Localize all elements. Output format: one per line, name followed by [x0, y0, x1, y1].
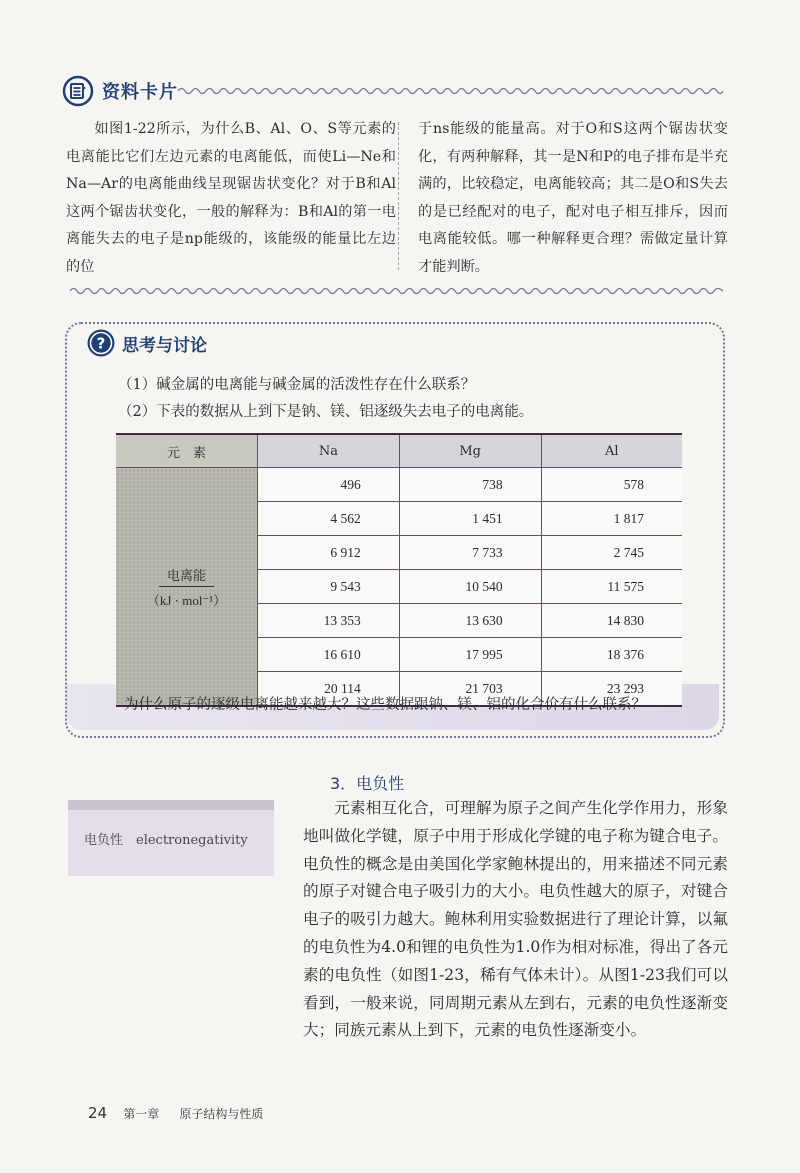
info-card-right-column [418, 116, 728, 282]
info-card-left-column [66, 116, 396, 282]
table-cell: 578 [541, 468, 682, 502]
discussion-footer-question: 为什么原子的逐级电离能越来越大？这些数据跟钠、镁、铝的化合价有什么联系？ [124, 697, 646, 713]
table-cell: 10 540 [399, 570, 541, 604]
info-card-title: 资料卡片 [102, 82, 178, 103]
info-card-right-text: 于ns能级的能量高。对于O和S这两个锯齿状变化，有两种解释，其一是N和P的电子排布是半充满的，比较稳定，电离能较高；其二是O和S失去的是已经配对的电子，配对电子相互排斥，因而电离能较低。哪一种解释更合理？需做定量计算才能判断。 [418, 121, 728, 275]
table-cell: 13 630 [399, 604, 541, 638]
wavy-divider-bottom [70, 286, 723, 296]
table-cell: 1 817 [541, 502, 682, 536]
info-card-header [62, 74, 178, 108]
column-divider [398, 122, 399, 270]
discussion-title: 思考与讨论 [122, 335, 207, 356]
table-cell: 23 293 [541, 672, 682, 707]
table-cell: 17 995 [399, 638, 541, 672]
chapter-title: 原子结构与性质 [179, 1107, 264, 1121]
question-1: （1）碱金属的电离能与碱金属的活泼性存在什么联系？ [118, 377, 476, 393]
question-bubble-icon [86, 328, 116, 358]
ionization-energy-table [116, 433, 682, 707]
label-unit: （kJ · mol⁻¹） [146, 592, 227, 608]
table-cell: 18 376 [541, 638, 682, 672]
table-cell: 1 451 [399, 502, 541, 536]
glossary-term: 电负性 electronegativity [84, 833, 248, 848]
table-cell: 4 562 [258, 502, 400, 536]
table-header-element: 元 素 [116, 434, 258, 468]
notes-icon [62, 75, 94, 107]
table-cell: 9 543 [258, 570, 400, 604]
table-cell: 6 912 [258, 536, 400, 570]
info-card-left-text: 如图1-22所示，为什么B、Al、O、S等元素的电离能比它们左边元素的电离能低，而使Li—Ne和Na—Ar的电离能曲线呈现锯齿状变化？对于B和Al这两个锯齿状变化，一般的解释为：B和Al的第一电离能失去的电子是np能级的，该能级的能量比左边的位 [66, 121, 396, 275]
section-body [303, 795, 728, 1045]
table-header-al: Al [541, 434, 682, 468]
table-cell: 496 [258, 468, 400, 502]
table-cell: 7 733 [399, 536, 541, 570]
section-paragraph: 元素相互化合，可理解为原子之间产生化学作用力，形象地叫做化学键，原子中用于形成化学键的电子称为键合电子。电负性的概念是由美国化学家鲍林提出的，用来描述不同元素的原子对键合电子吸引力的大小。电负性越大的原子，对键合电子的吸引力越大。鲍林利用实验数据进行了理论计算，以氟的电负性为4.0和锂的电负性为1.0作为相对标准，得出了各元素的电负性（如图1-23，稀有气体未计）。从图1-23我们可以看到，一般来说，同周期元素从左到右，元素的电负性逐渐变大；同族元素从上到下，元素的电负性逐渐变小。 [303, 799, 728, 1040]
discussion-header [86, 328, 207, 358]
table-cell: 16 610 [258, 638, 400, 672]
table-header-mg: Mg [399, 434, 541, 468]
ionization-energy-label [116, 468, 258, 707]
section-title: 3．电负性 [330, 774, 405, 793]
svg-text:?: ? [96, 334, 106, 353]
table-row [116, 468, 682, 502]
label-quantity: 电离能 [159, 565, 214, 587]
table-cell: 11 575 [541, 570, 682, 604]
table-header-row [116, 434, 682, 468]
chapter-label: 第一章 [123, 1107, 160, 1121]
page-number: 24 [88, 1104, 108, 1122]
wavy-divider-top [178, 86, 723, 96]
table-cell: 738 [399, 468, 541, 502]
table-cell: 2 745 [541, 536, 682, 570]
page-footer [88, 1104, 263, 1122]
table-cell: 20 114 [258, 672, 400, 707]
table-cell: 21 703 [399, 672, 541, 707]
table-cell: 13 353 [258, 604, 400, 638]
table-header-na: Na [258, 434, 400, 468]
question-2: （2）下表的数据从上到下是钠、镁、铝逐级失去电子的电离能。 [118, 404, 534, 420]
table-cell: 14 830 [541, 604, 682, 638]
